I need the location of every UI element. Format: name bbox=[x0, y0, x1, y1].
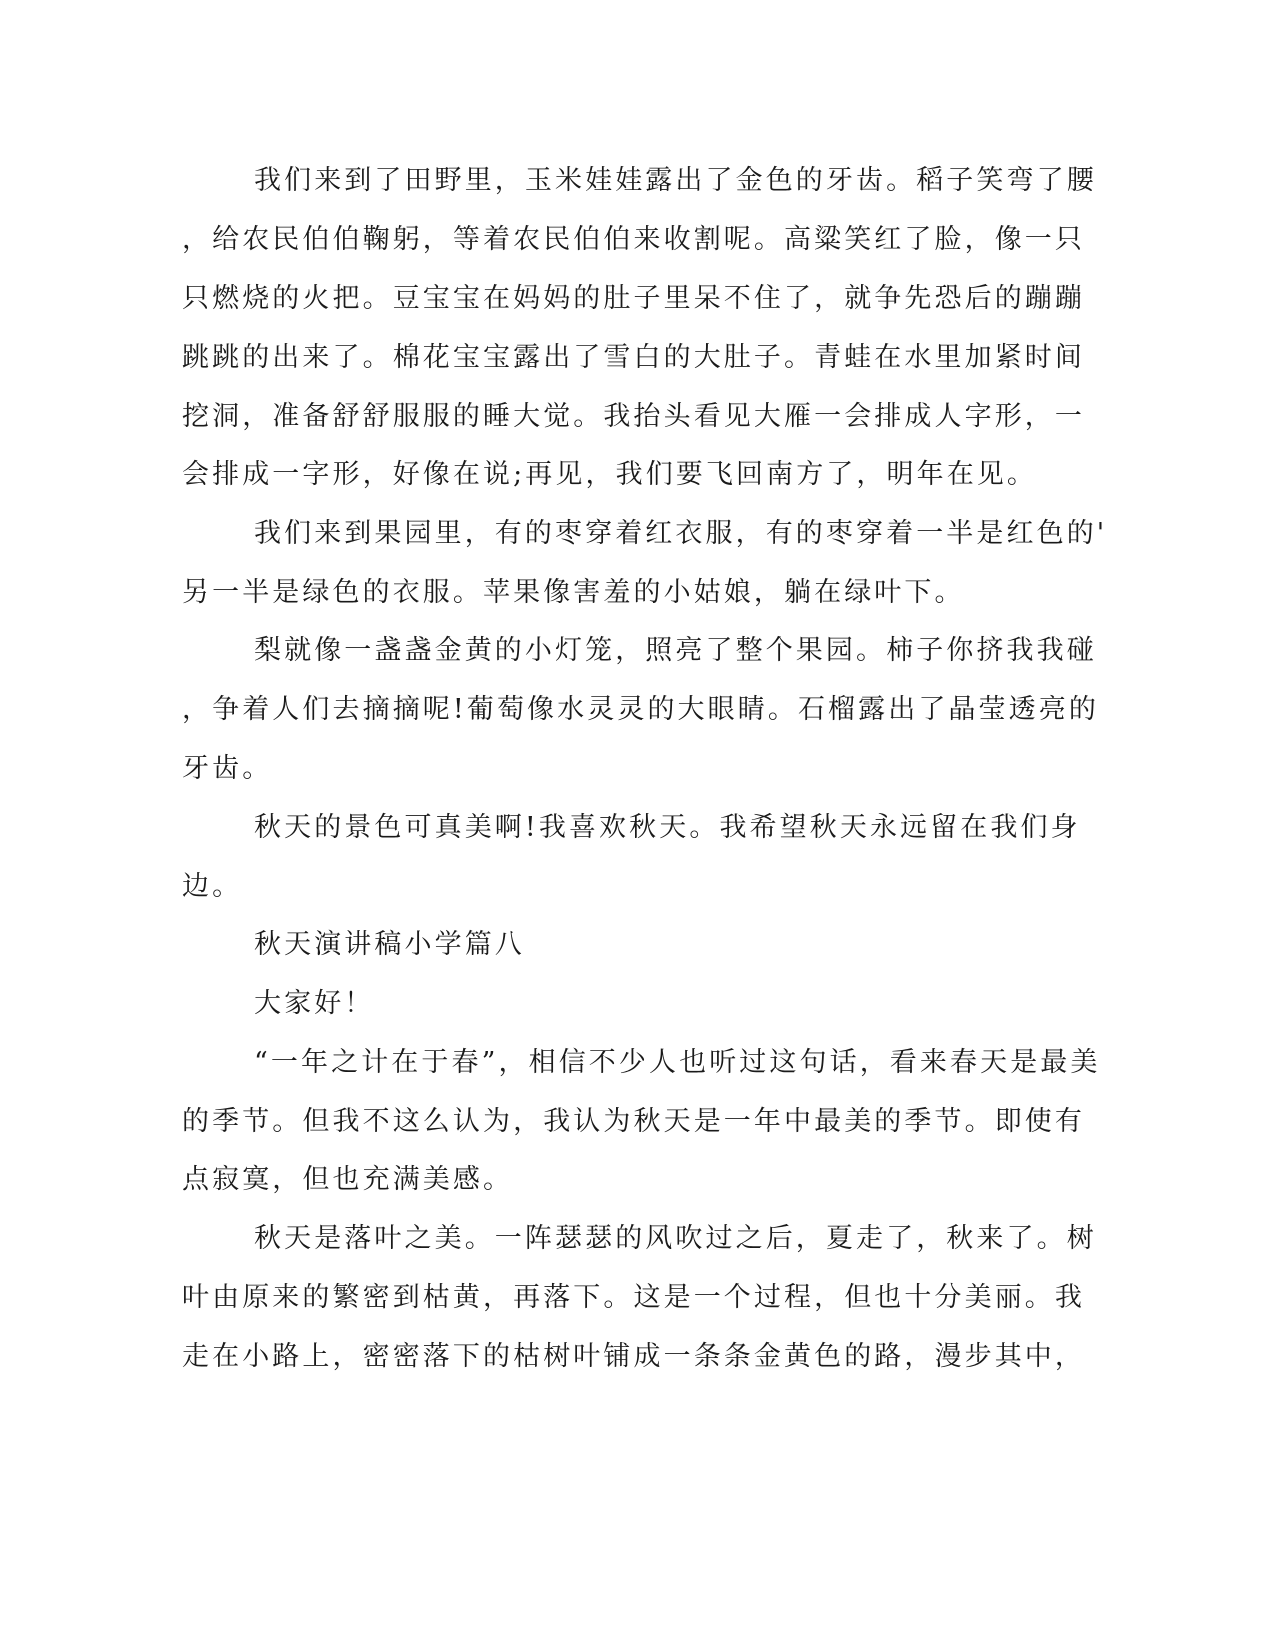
text-line: 走在小路上，密密落下的枯树叶铺成一条条金黄色的路，漫步其中， bbox=[182, 1341, 1085, 1372]
text-line: ，给农民伯伯鞠躬，等着农民伯伯来收割呢。高粱笑红了脸，像一只 bbox=[182, 224, 1085, 255]
text-line: 另一半是绿色的衣服。苹果像害羞的小姑娘，躺在绿叶下。 bbox=[182, 577, 965, 608]
text-line: “一年之计在于春”，相信不少人也听过这句话，看来春天是最美 bbox=[254, 1047, 1101, 1078]
greeting-line: 大家好！ bbox=[254, 988, 375, 1019]
text-line: 的季节。但我不这么认为，我认为秋天是一年中最美的季节。即使有 bbox=[182, 1106, 1085, 1137]
text-line: 牙齿。 bbox=[182, 753, 273, 784]
text-line: 秋天的景色可真美啊!我喜欢秋天。我希望秋天永远留在我们身 bbox=[254, 812, 1081, 843]
text-line: 秋天是落叶之美。一阵瑟瑟的风吹过之后，夏走了，秋来了。树 bbox=[254, 1223, 1097, 1254]
text-line: 跳跳的出来了。棉花宝宝露出了雪白的大肚子。青蛙在水里加紧时间 bbox=[182, 342, 1085, 373]
section-heading: 秋天演讲稿小学篇八 bbox=[254, 929, 525, 960]
text-line: 只燃烧的火把。豆宝宝在妈妈的肚子里呆不住了，就争先恐后的蹦蹦 bbox=[182, 283, 1085, 314]
text-line: 挖洞，准备舒舒服服的睡大觉。我抬头看见大雁一会排成人字形，一 bbox=[182, 401, 1085, 432]
text-line: 叶由原来的繁密到枯黄，再落下。这是一个过程，但也十分美丽。我 bbox=[182, 1282, 1085, 1313]
text-line: 我们来到果园里，有的枣穿着红衣服，有的枣穿着一半是红色的' bbox=[254, 518, 1108, 549]
text-line: ，争着人们去摘摘呢!葡萄像水灵灵的大眼睛。石榴露出了晶莹透亮的 bbox=[182, 694, 1099, 725]
text-line: 点寂寞，但也充满美感。 bbox=[182, 1164, 514, 1195]
text-line: 梨就像一盏盏金黄的小灯笼，照亮了整个果园。柿子你挤我我碰 bbox=[254, 635, 1097, 666]
text-line: 会排成一字形，好像在说;再见，我们要飞回南方了，明年在见。 bbox=[182, 459, 1037, 490]
text-line: 边。 bbox=[182, 871, 243, 902]
text-line: 我们来到了田野里，玉米娃娃露出了金色的牙齿。稻子笑弯了腰 bbox=[254, 165, 1097, 196]
